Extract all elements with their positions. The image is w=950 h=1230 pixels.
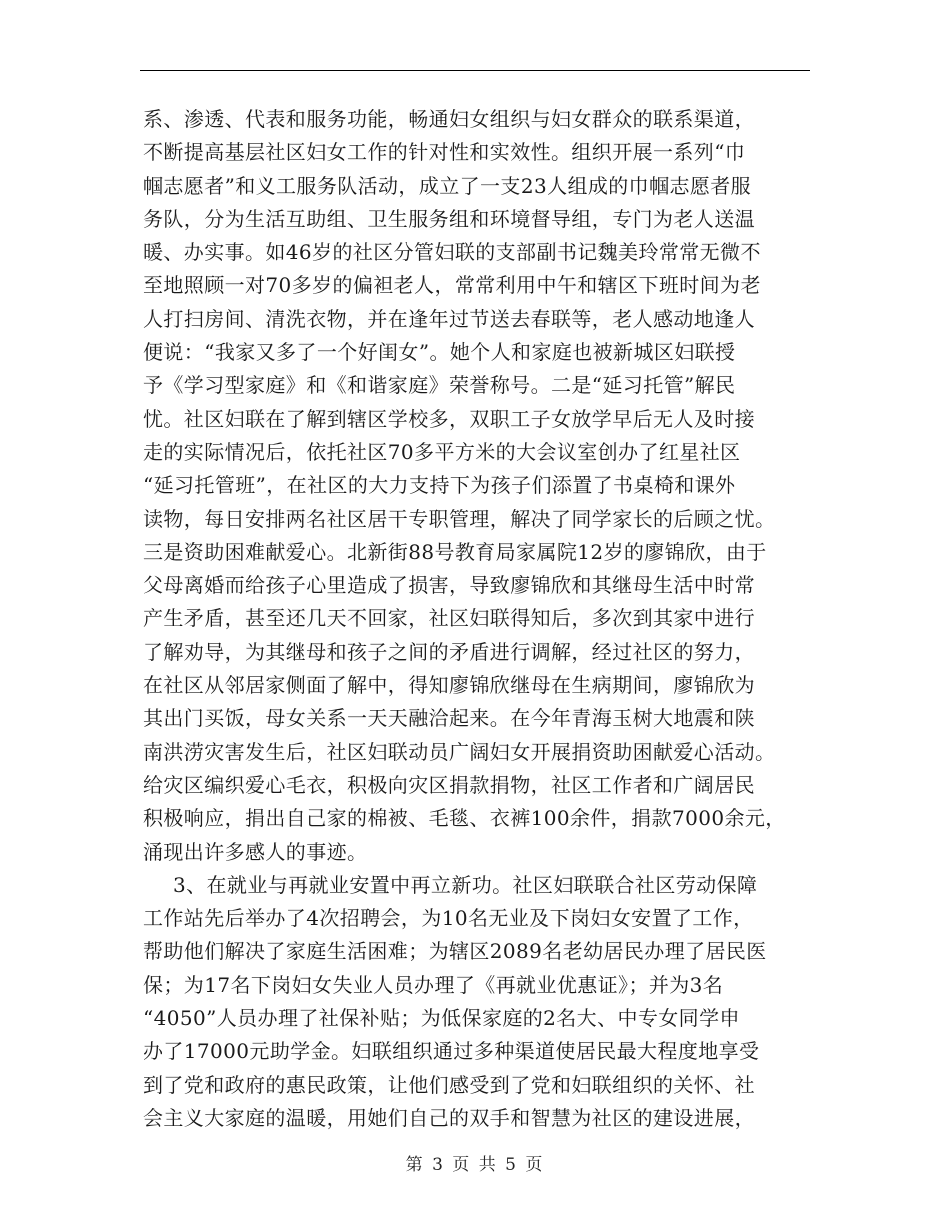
text-line: 读物，每日安排两名社区居干专职管理，解决了同学家长的后顾之忧。 <box>143 506 776 531</box>
text-line: 三是资助困难献爱心。北新街88号教育局家属院12岁的廖锦欣，由于 <box>143 539 767 564</box>
text-line: 其出门买饭，母女关系一天天融洽起来。在今年青海玉树大地震和陕 <box>143 706 755 731</box>
text-line: 到了党和政府的惠民政策，让他们感受到了党和妇联组织的关怀、社 <box>143 1072 755 1097</box>
text-line: 忧。社区妇联在了解到辖区学校多，双职工子女放学早后无人及时接 <box>143 406 755 431</box>
text-line: 予《学习型家庭》和《和谐家庭》荣誉称号。二是“延习托管”解民 <box>143 373 736 398</box>
text-line: 至地照顾一对70多岁的偏袒老人，常常利用中午和辖区下班时间为老 <box>143 273 761 298</box>
text-line: 走的实际情况后，依托社区70多平方米的大会议室创办了红星社区 <box>143 439 741 464</box>
text-line: 在社区从邻居家侧面了解中，得知廖锦欣继母在生病期间，廖锦欣为 <box>143 673 755 698</box>
text-line: 产生矛盾，甚至还几天不回家，社区妇联得知后，多次到其家中进行 <box>143 606 755 631</box>
text-line: 工作站先后举办了4次招聘会，为10名无业及下岗妇女安置了工作， <box>143 906 754 931</box>
text-line: 系、渗透、代表和服务功能，畅通妇女组织与妇女群众的联系渠道， <box>143 107 755 131</box>
page-number-footer: 第 3 页 共 5 页 <box>405 1155 545 1175</box>
text-line: 会主义大家庭的温暖，用她们自己的双手和智慧为社区的建设进展， <box>143 1105 755 1130</box>
text-line: 务队，分为生活互助组、卫生服务组和环境督导组，专门为老人送温 <box>143 206 755 231</box>
text-line: 暖、办实事。如46岁的社区分管妇联的支部副书记魏美玲常常无微不 <box>143 240 761 265</box>
text-line: 涌现出许多感人的事迹。 <box>143 839 368 864</box>
text-line: “4050”人员办理了社保补贴；为低保家庭的2名大、中专女同学申 <box>143 1006 740 1031</box>
header-rule <box>140 70 810 71</box>
text-line: 了解劝导，为其继母和孩子之间的矛盾进行调解，经过社区的努力， <box>143 639 755 664</box>
text-line: 父母离婚而给孩子心里造成了损害，导致廖锦欣和其继母生活中时常 <box>143 573 755 598</box>
text-line: 不断提高基层社区妇女工作的针对性和实效性。组织开展一系列“巾 <box>143 140 746 165</box>
body-text <box>143 103 813 1135</box>
text-line: 便说：“我家又多了一个好闺女”。她个人和家庭也被新城区妇联授 <box>143 340 736 365</box>
text-line: 南洪涝灾害发生后，社区妇联动员广阔妇女开展捐资助困献爱心活动。 <box>143 739 776 764</box>
text-line: 帼志愿者”和义工服务队活动，成立了一支23人组成的巾帼志愿者服 <box>143 173 752 198</box>
text-line: 给灾区编织爱心毛衣，积极向灾区捐款捐物，社区工作者和广阔居民 <box>143 772 755 797</box>
text-line: 积极响应，捐出自己家的棉被、毛毯、衣裤100余件，捐款7000余元， <box>143 806 786 831</box>
text-line: “延习托管班”，在社区的大力支持下为孩子们添置了书桌椅和课外 <box>143 473 736 498</box>
text-line: 办了17000元助学金。妇联组织通过多种渠道使居民最大程度地享受 <box>143 1039 760 1064</box>
paragraph-start-line: 3、在就业与再就业安置中再立新功。社区妇联联合社区劳动保障 <box>173 872 758 897</box>
text-line: 帮助他们解决了家庭生活困难；为辖区2089名老幼居民办理了居民医 <box>143 939 767 964</box>
text-line: 保；为17名下岗妇女失业人员办理了《再就业优惠证》；并为3名 <box>143 972 724 997</box>
text-line: 人打扫房间、清洗衣物，并在逢年过节送去春联等，老人感动地逢人 <box>143 306 755 331</box>
